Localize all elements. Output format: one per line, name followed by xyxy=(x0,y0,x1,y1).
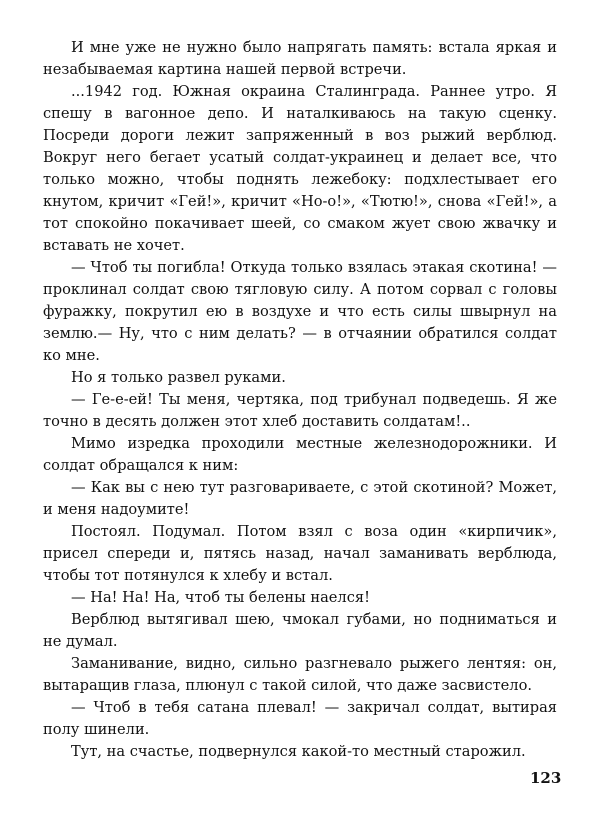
paragraph: Тут, на счастье, подвернулся какой-то местный старожил. xyxy=(71,743,526,760)
paragraph: Но я только развел руками. xyxy=(71,369,286,386)
paragraph: Мимо изредка проходили местные железнодорожники. И солдат обращался к ним: xyxy=(43,435,557,474)
paragraph: Постоял. Подумал. Потом взял с воза один «кирпичик», присел спереди и, пятясь назад, начал заманивать верблюда, чтобы тот потянулся к хлебу и встал. xyxy=(43,523,557,584)
body-text xyxy=(43,37,557,763)
page-number: 123 xyxy=(530,769,562,787)
paragraph: — Ге-е-ей! Ты меня, чертяка, под трибунал подведешь. Я же точно в десять должен этот хлеб доставить солдатам!.. xyxy=(43,391,557,430)
paragraph: Заманивание, видно, сильно разгневало рыжего лентяя: он, вытаращив глаза, плюнул с такой силой, что даже засвистело. xyxy=(43,655,557,694)
paragraph: И мне уже не нужно было напрягать память: встала яркая и незабываемая картина нашей первой встречи. xyxy=(43,39,557,78)
paragraph: ...1942 год. Южная окраина Сталинграда. Раннее утро. Я спешу в вагонное депо. И наталкиваюсь на такую сценку. Посреди дороги лежит запряженный в воз рыжий верблюд. Вокруг него бегает усатый солдат-украинец и делает все, что только можно, чтобы поднять лежебоку: подхлестывает его кнутом, кричит «Гей!», кричит «Но-о!», «Тютю!», снова «Гей!», а тот спокойно покачивает шеей, со смаком жует свою жвачку и вставать не хочет. xyxy=(43,83,557,254)
paragraph: — Чтоб ты погибла! Откуда только взялась этакая скотина! — проклинал солдат свою тягловую силу. А потом сорвал с головы фуражку, покрутил ею в воздухе и что есть силы швырнул на землю.— Ну, что с ним делать? — в отчаянии обратился солдат ко мне. xyxy=(43,259,557,364)
paragraph: Верблюд вытягивал шею, чмокал губами, но подниматься и не думал. xyxy=(43,611,557,650)
paragraph: — Чтоб в тебя сатана плевал! — закричал солдат, вытирая полу шинели. xyxy=(43,699,557,738)
paragraph: — На! На! На, чтоб ты белены наелся! xyxy=(71,589,370,606)
paragraph: — Как вы с нею тут разговариваете, с этой скотиной? Может, и меня надоумите! xyxy=(43,479,557,518)
